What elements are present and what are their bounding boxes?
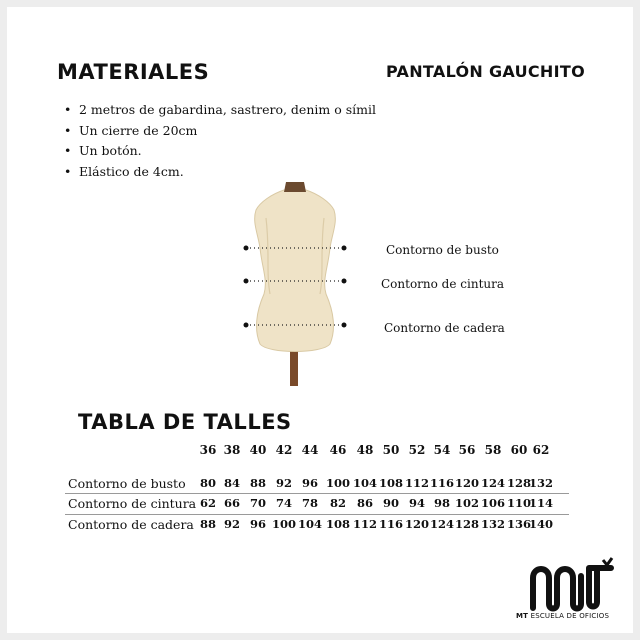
table-cell: 88: [199, 517, 217, 531]
row-label: Contorno de cadera: [68, 517, 194, 532]
table-cell: 84: [223, 476, 241, 490]
table-cell: 104: [297, 517, 323, 531]
bullet-icon: •: [64, 122, 72, 138]
table-cell: 80: [199, 476, 217, 490]
material-item-label: Un botón.: [79, 143, 142, 158]
list-item: [64, 121, 376, 142]
waist-label: Contorno de cintura: [381, 277, 505, 291]
table-cell: 74: [275, 496, 293, 510]
material-item-label: Un cierre de 20cm: [79, 122, 198, 138]
table-cell: 132: [480, 517, 506, 531]
material-item-label: 2 metros de gabardina, sastrero, denim o símil: [79, 102, 376, 117]
table-divider: [65, 514, 569, 515]
size-header-cell: 54: [433, 443, 451, 457]
table-cell: 128: [454, 517, 480, 531]
table-cell: 100: [325, 476, 351, 490]
table-cell: 128: [506, 476, 532, 490]
table-cell: 82: [329, 496, 347, 510]
table-cell: 112: [404, 476, 430, 490]
table-cell: 120: [454, 476, 480, 490]
table-cell: 104: [352, 476, 378, 490]
table-cell: 136: [506, 517, 532, 531]
hip-label: Contorno de cadera: [384, 321, 505, 335]
table-cell: 100: [271, 517, 297, 531]
table-divider: [65, 493, 569, 494]
table-cell: 96: [301, 476, 319, 490]
table-cell: 112: [352, 517, 378, 531]
table-cell: 86: [356, 496, 374, 510]
list-item: [64, 100, 376, 121]
table-cell: 116: [429, 476, 455, 490]
size-header-cell: 38: [223, 443, 241, 457]
table-cell: 102: [454, 496, 480, 510]
table-cell: 110: [506, 496, 532, 510]
table-cell: 90: [382, 496, 400, 510]
size-header-cell: 42: [275, 443, 293, 457]
table-cell: 98: [433, 496, 451, 510]
table-cell: 92: [275, 476, 293, 490]
mannequin-neck: [284, 182, 306, 192]
table-cell: 106: [480, 496, 506, 510]
mannequin-torso: [255, 190, 336, 352]
table-cell: 132: [528, 476, 554, 490]
size-header-cell: 58: [484, 443, 502, 457]
size-header-cell: 40: [249, 443, 267, 457]
logo-brand-rest: ESCUELA DE OFICIOS: [528, 612, 610, 620]
row-label: Contorno de cintura: [68, 496, 197, 511]
materials-list: [64, 100, 376, 182]
product-title: PANTALÓN GAUCHITO: [386, 62, 585, 81]
table-cell: 62: [199, 496, 217, 510]
row-label: Contorno de busto: [68, 476, 186, 491]
table-cell: 140: [528, 517, 554, 531]
size-header-cell: 46: [329, 443, 347, 457]
materials-heading: MATERIALES: [57, 60, 210, 84]
table-cell: 108: [378, 476, 404, 490]
bullet-icon: •: [64, 163, 72, 179]
size-header-cell: 52: [408, 443, 426, 457]
bullet-icon: •: [64, 143, 72, 158]
material-item-label: Elástico de 4cm.: [79, 163, 184, 179]
table-cell: 88: [249, 476, 267, 490]
bullet-icon: •: [64, 102, 72, 117]
table-cell: 92: [223, 517, 241, 531]
table-cell: 96: [249, 517, 267, 531]
table-cell: 120: [404, 517, 430, 531]
table-row: [65, 474, 569, 494]
size-header-cell: 56: [458, 443, 476, 457]
size-header-cell: 62: [532, 443, 550, 457]
table-cell: 124: [429, 517, 455, 531]
table-cell: 114: [528, 496, 554, 510]
logo-brand-bold: MT: [516, 612, 529, 620]
table-cell: 94: [408, 496, 426, 510]
size-header-cell: 50: [382, 443, 400, 457]
table-cell: 70: [249, 496, 267, 510]
mannequin-stand: [290, 350, 298, 386]
logo-caption: [516, 612, 609, 620]
size-header-cell: 60: [510, 443, 528, 457]
school-logo-icon: [527, 556, 619, 612]
table-cell: 108: [325, 517, 351, 531]
size-header-cell: 36: [199, 443, 217, 457]
bust-label: Contorno de busto: [386, 243, 499, 257]
mannequin-illustration: [232, 172, 362, 388]
table-cell: 116: [378, 517, 404, 531]
size-header-cell: 48: [356, 443, 374, 457]
list-item: [64, 141, 376, 162]
table-cell: 66: [223, 496, 241, 510]
table-cell: 124: [480, 476, 506, 490]
table-row: [65, 494, 569, 514]
size-header-cell: 44: [301, 443, 319, 457]
size-table-title: TABLA DE TALLES: [78, 410, 292, 434]
table-cell: 78: [301, 496, 319, 510]
table-row: [65, 515, 569, 535]
